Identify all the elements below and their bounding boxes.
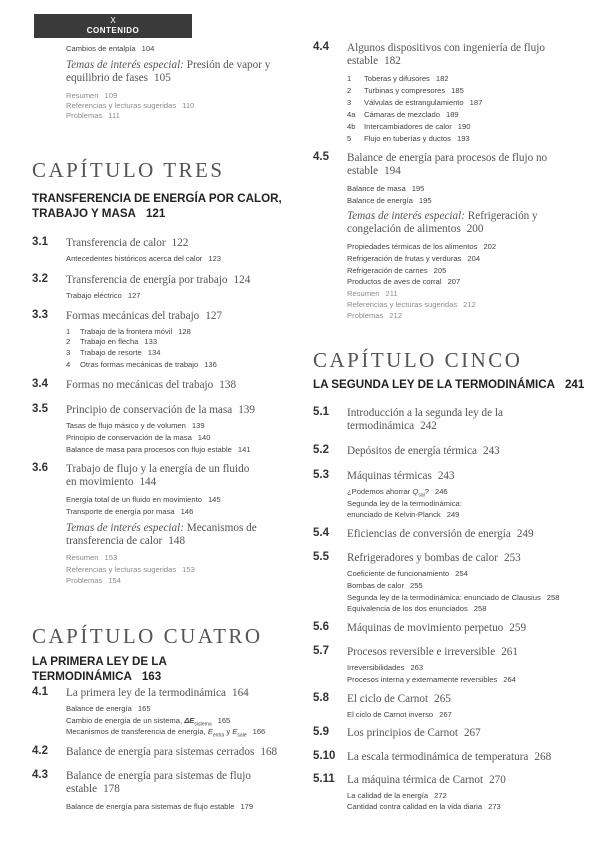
toc-subentry: Mecanismos de transferencia de energía, $E_{entra}$ y $E_{sale}$ 166 [66, 727, 266, 739]
chapter-title: LA SEGUNDA LEY DE LA TERMODINÁMICA 241 [313, 378, 585, 391]
special-topic-entry: Temas de interés especial: Mecanismos de transferencia de calor 148 [66, 522, 257, 547]
section-title: Depósitos de energía térmica 243 [347, 445, 500, 457]
problems-entry: Problemas 212 [347, 311, 402, 320]
section-title: La máquina térmica de Carnot 270 [347, 774, 506, 786]
section-number: 3.1 [32, 236, 48, 248]
page-number: X [110, 16, 116, 25]
toc-subentry: Cambios de entalpía 104 [66, 44, 155, 53]
section-number: 3.5 [32, 403, 48, 415]
summary-entry: Resumen 109 [66, 91, 118, 100]
toc-subentry: Segunda ley de la termodinámica: [347, 499, 462, 508]
toc-subentry: 1 Toberas y difusores 182 [347, 74, 449, 83]
references-entry: Referencias y lecturas sugeridas 212 [347, 300, 476, 309]
section-title: La primera ley de la termodinámica 164 [66, 687, 249, 699]
section-title: El ciclo de Carnot 265 [347, 693, 451, 705]
section-title: Algunos dispositivos con ingeniería de flujo estable 182 [347, 42, 545, 67]
toc-subentry: Balance de masa para procesos con flujo estable 141 [66, 445, 251, 454]
toc-subentry: Tasas de flujo másico y de volumen 139 [66, 421, 205, 430]
section-title: Transferencia de calor 122 [66, 237, 189, 249]
section-number: 4.2 [32, 745, 48, 757]
toc-subentry: El ciclo de Carnot inverso 267 [347, 710, 452, 719]
toc-subentry: Transporte de energía por masa 146 [66, 507, 194, 516]
toc-subentry: Principio de conservación de la masa 140 [66, 433, 211, 442]
toc-subentry: Balance de energía 165 [66, 704, 151, 713]
section-number: 3.4 [32, 378, 48, 390]
toc-subentry: Balance de energía para sistemas de flujo estable 179 [66, 802, 254, 811]
section-title: Refrigeradores y bombas de calor 253 [347, 552, 521, 564]
section-title: Máquinas térmicas 243 [347, 470, 455, 482]
toc-subentry: 2 Trabajo en flecha 133 [66, 337, 158, 346]
toc-subentry: La calidad de la energía 272 [347, 791, 447, 800]
references-entry: Referencias y lecturas sugeridas 153 [66, 565, 195, 574]
section-number: 5.8 [313, 692, 329, 704]
header-title: CONTENIDO [86, 26, 140, 35]
section-title: Máquinas de movimiento perpetuo 259 [347, 622, 527, 634]
toc-subentry: Procesos interna y externamente reversibles 264 [347, 675, 516, 684]
section-title: Los principios de Carnot 267 [347, 727, 481, 739]
toc-subentry: 3 Válvulas de estrangulamiento 187 [347, 98, 483, 107]
toc-subentry: 4 Otras formas mecánicas de trabajo 136 [66, 360, 217, 369]
section-number: 3.2 [32, 273, 48, 285]
section-number: 5.7 [313, 645, 329, 657]
section-title: Formas mecánicas del trabajo 127 [66, 310, 223, 322]
section-title: Eficiencias de conversión de energía 249 [347, 528, 534, 540]
section-title: Transferencia de energía por trabajo 124 [66, 274, 251, 286]
section-number: 3.6 [32, 462, 48, 474]
section-title: Principio de conservación de la masa 139 [66, 404, 255, 416]
section-title: Introducción a la segunda ley de la termodinámica 242 [347, 407, 503, 432]
section-number: 3.3 [32, 309, 48, 321]
section-number: 5.3 [313, 469, 329, 481]
chapter-heading: CAPÍTULO CUATRO [32, 624, 263, 648]
section-title: La escala termodinámica de temperatura 268 [347, 751, 552, 763]
toc-subentry: 4b Intercambiadores de calor 190 [347, 122, 471, 131]
toc-subentry: Segunda ley de la termodinámica: enunciado de Clausius 258 [347, 593, 560, 602]
toc-subentry: Bombas de calor 255 [347, 581, 423, 590]
section-title: Balance de energía para sistemas cerrados 168 [66, 746, 278, 758]
section-number: 4.1 [32, 686, 48, 698]
toc-subentry: Energía total de un fluido en movimiento 145 [66, 495, 221, 504]
toc-subentry: 5 Flujo en tuberías y ductos 193 [347, 134, 470, 143]
section-number: 4.3 [32, 769, 48, 781]
toc-subentry: Equivalencia de los dos enunciados 258 [347, 604, 487, 613]
toc-subentry: ¿Podemos ahorrar $Q_{sal}$? 246 [347, 487, 448, 499]
section-title: Procesos reversible e irreversible 261 [347, 646, 518, 658]
running-header [34, 14, 192, 38]
section-number: 5.9 [313, 726, 329, 738]
toc-subentry: Refrigeración de carnes 205 [347, 266, 447, 275]
toc-subentry: enunciado de Kelvin-Planck 249 [347, 510, 460, 519]
toc-subentry: Antecedentes históricos acerca del calor 123 [66, 254, 222, 263]
toc-subentry: Coeficiente de funcionamiento 254 [347, 569, 468, 578]
toc-subentry: Balance de masa 195 [347, 184, 425, 193]
toc-subentry: 1 Trabajo de la frontera móvil 128 [66, 327, 191, 336]
problems-entry: Problemas 111 [66, 111, 120, 120]
section-number: 5.2 [313, 444, 329, 456]
section-number: 5.5 [313, 551, 329, 563]
toc-subentry: Irreversibilidades 263 [347, 663, 424, 672]
toc-subentry: 2 Turbinas y compresores 185 [347, 86, 464, 95]
problems-entry: Problemas 154 [66, 576, 121, 585]
section-number: 5.1 [313, 406, 329, 418]
section-number: 4.5 [313, 151, 329, 163]
special-topic-entry: Temas de interés especial: Refrigeración y congelación de alimentos 200 [347, 210, 538, 235]
toc-subentry: 3 Trabajo de resorte 134 [66, 348, 161, 357]
chapter-heading: CAPÍTULO CINCO [313, 348, 523, 372]
section-number: 5.11 [313, 773, 335, 785]
chapter-heading: CAPÍTULO TRES [32, 158, 225, 182]
section-title: Balance de energía para sistemas de flujo estable 178 [66, 770, 251, 795]
special-topic-entry: Temas de interés especial: Presión de vapor y equilibrio de fases 105 [66, 59, 271, 84]
section-title: Balance de energía para procesos de flujo no estable 194 [347, 152, 548, 177]
references-entry: Referencias y lecturas sugeridas 110 [66, 101, 195, 110]
toc-subentry: Propiedades térmicas de los alimentos 202 [347, 242, 497, 251]
toc-subentry: Refrigeración de frutas y verduras 204 [347, 254, 481, 263]
toc-subentry: Balance de energía 195 [347, 196, 432, 205]
toc-subentry: Cantidad contra calidad en la vida diaria 273 [347, 802, 501, 811]
section-number: 5.4 [313, 527, 329, 539]
summary-entry: Resumen 153 [66, 553, 118, 562]
toc-subentry: Trabajo eléctrico 127 [66, 291, 141, 300]
toc-subentry: Cambio de energía de un sistema, $\Delta E_{sistema}$ 165 [66, 716, 231, 728]
toc-subentry: Productos de aves de corral 207 [347, 277, 461, 286]
summary-entry: Resumen 211 [347, 289, 398, 298]
section-title: Formas no mecánicas del trabajo 138 [66, 379, 237, 391]
toc-subentry: 4a Cámaras de mezclado 189 [347, 110, 459, 119]
section-number: 4.4 [313, 41, 329, 53]
section-number: 5.10 [313, 750, 336, 762]
chapter-title: TRANSFERENCIA DE ENERGÍA POR CALOR, TRABAJO Y MASA 121 [32, 192, 282, 220]
chapter-title: LA PRIMERA LEY DE LA TERMODINÁMICA 163 [32, 655, 167, 683]
section-title: Trabajo de flujo y la energía de un fluido en movimiento 144 [66, 463, 250, 488]
section-number: 5.6 [313, 621, 329, 633]
